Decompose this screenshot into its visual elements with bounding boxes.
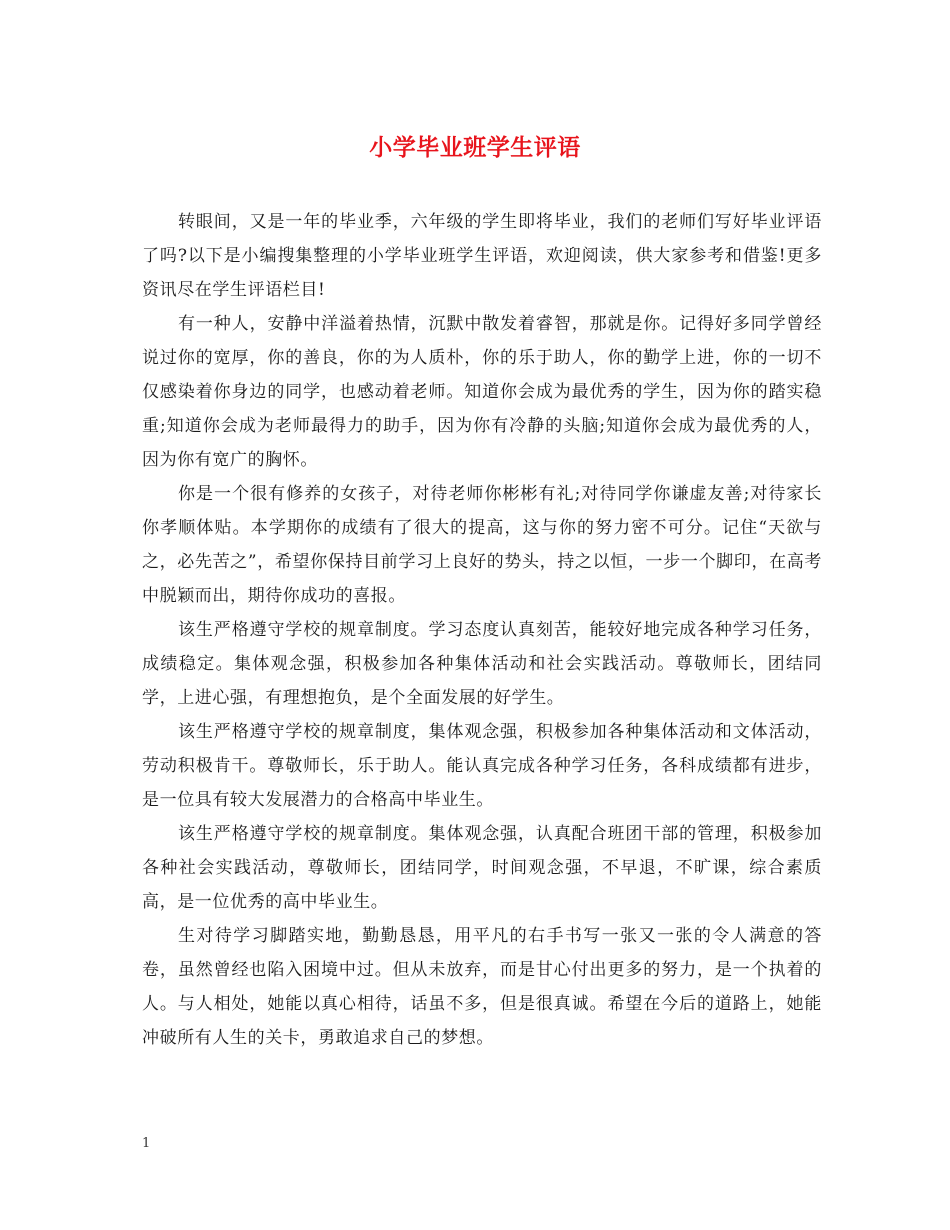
document-body	[142, 205, 822, 1055]
paragraph-comment-4: 该生严格遵守学校的规章制度，集体观念强，积极参加各种集体活动和文体活动，劳动积极肯干。尊敬师长，乐于助人。能认真完成各种学习任务，各科成绩都有进步，是一位具有较大发展潜力的合格高中毕业生。	[142, 722, 822, 810]
paragraph-comment-6: 生对待学习脚踏实地，勤勤恳恳，用平凡的右手书写一张又一张的令人满意的答卷，虽然曾经也陷入困境中过。但从未放弃，而是甘心付出更多的努力，是一个执着的人。与人相处，她能以真心相待，话虽不多，但是很真诚。希望在今后的道路上，她能冲破所有人生的关卡，勇敢追求自己的梦想。	[142, 926, 822, 1048]
paragraph-comment-3: 该生严格遵守学校的规章制度。学习态度认真刻苦，能较好地完成各种学习任务，成绩稳定。集体观念强，积极参加各种集体活动和社会实践活动。尊敬师长，团结同学，上进心强，有理想抱负，是个全面发展的好学生。	[142, 620, 822, 708]
page-number: 1	[142, 1136, 151, 1151]
paragraph-comment-1: 有一种人，安静中洋溢着热情，沉默中散发着睿智，那就是你。记得好多同学曾经说过你的宽厚，你的善良，你的为人质朴，你的乐于助人，你的勤学上进，你的一切不仅感染着你身边的同学，也感动着老师。知道你会成为最优秀的学生，因为你的踏实稳重;知道你会成为老师最得力的助手，因为你有冷静的头脑;知道你会成为最优秀的人，因为你有宽广的胸怀。	[142, 314, 822, 470]
paragraph-intro: 转眼间，又是一年的毕业季，六年级的学生即将毕业，我们的老师们写好毕业评语了吗?以下是小编搜集整理的小学毕业班学生评语，欢迎阅读，供大家参考和借鉴!更多资讯尽在学生评语栏目!	[142, 212, 822, 300]
document-title: 小学毕业班学生评语	[369, 134, 581, 161]
paragraph-comment-2: 你是一个很有修养的女孩子，对待老师你彬彬有礼;对待同学你谦虚友善;对待家长你孝顺体贴。本学期你的成绩有了很大的提高，这与你的努力密不可分。记住“天欲与之，必先苦之”，希望你保持目前学习上良好的势头，持之以恒，一步一个脚印，在高考中脱颖而出，期待你成功的喜报。	[142, 484, 822, 606]
paragraph-comment-5: 该生严格遵守学校的规章制度。集体观念强，认真配合班团干部的管理，积极参加各种社会实践活动，尊敬师长，团结同学，时间观念强，不早退，不旷课，综合素质高，是一位优秀的高中毕业生。	[142, 824, 822, 912]
